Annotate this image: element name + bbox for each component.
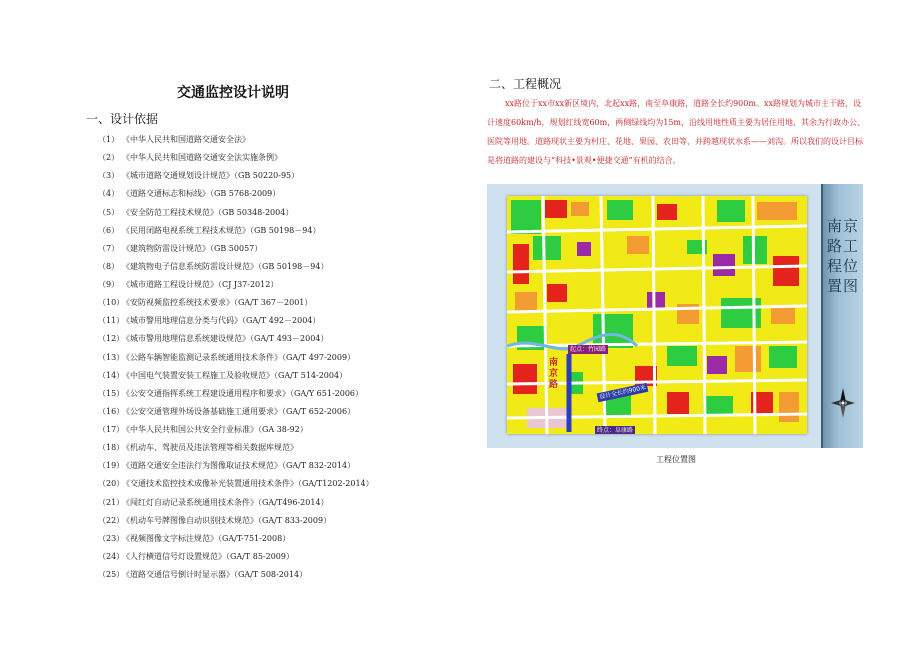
reference-number: （6） <box>98 225 120 235</box>
reference-item <box>98 457 468 475</box>
reference-number: （24） <box>98 551 125 561</box>
route-start-label: 起点：竹园路 <box>570 346 607 353</box>
route-length-label: 设计全长约900米 <box>597 383 649 403</box>
reference-number: （14） <box>98 370 125 380</box>
reference-item <box>98 185 468 203</box>
reference-text: 《中华人民共和国道路交通安全法实施条例》 <box>122 153 282 163</box>
reference-text: 《机动车、驾驶员及违法管理等相关数据库规范》 <box>122 443 298 453</box>
reference-item <box>98 312 468 330</box>
reference-text: 《城市警用地理信息系统建设规范》（GA/T 493－2004） <box>122 334 329 344</box>
reference-number: （2） <box>98 153 120 163</box>
reference-number: （15） <box>98 388 125 398</box>
reference-item <box>98 276 468 294</box>
reference-text: 《中华人民共和国公共安全行业标准》（GA 38-92） <box>122 425 308 434</box>
reference-text: 《建筑物防雷设计规范》（GB 50057） <box>122 243 263 253</box>
reference-text: 《建筑物电子信息系统防雷设计规范》（GB 50198－94） <box>122 261 329 271</box>
reference-text: 《民用闭路电视系统工程技术规范》（GB 50198－94） <box>122 225 321 235</box>
land-use-map <box>507 196 807 434</box>
page-title: 交通监控设计说明 <box>177 85 289 101</box>
reference-item <box>98 367 468 385</box>
reference-number: （21） <box>98 497 125 507</box>
location-map-figure <box>487 184 863 448</box>
reference-number: （19） <box>98 461 125 471</box>
reference-text: 《城市道路工程设计规范》（CJ J37-2012） <box>122 280 279 289</box>
reference-number: （7） <box>98 243 120 253</box>
reference-number: （11） <box>98 316 125 326</box>
reference-text: 《城市道路交通规划设计规范》（GB 50220-95） <box>122 171 300 181</box>
reference-item <box>98 421 468 439</box>
reference-text: 《中国电气装置安装工程施工及验收规范》（GA/T 514-2004） <box>122 370 348 380</box>
reference-number: （5） <box>98 207 120 217</box>
reference-number: （8） <box>98 261 120 271</box>
reference-number: （20） <box>98 479 125 489</box>
map-side-panel <box>821 184 863 448</box>
reference-list <box>98 131 468 584</box>
reference-item <box>98 439 468 457</box>
reference-number: （4） <box>98 189 120 199</box>
reference-number: （23） <box>98 533 125 543</box>
reference-text: 《中华人民共和国道路交通安全法》 <box>122 135 250 144</box>
reference-number: （9） <box>98 280 120 289</box>
reference-item <box>98 475 468 493</box>
reference-item <box>98 403 468 421</box>
reference-text: 《道路交通标志和标线》（GB 5768-2009） <box>122 189 281 199</box>
reference-item <box>98 385 468 403</box>
land-use-map-graphic <box>507 196 807 434</box>
reference-number: （1） <box>98 135 120 144</box>
reference-text: 《公安交通管理外场设备基础施工通用要求》（GA/T 652-2006） <box>122 406 356 416</box>
reference-text: 《公路车辆智能监测记录系统通用技术条件》（GA/T 497-2009） <box>122 352 356 362</box>
reference-number: （12） <box>98 334 125 344</box>
reference-number: （10） <box>98 298 125 308</box>
reference-number: （18） <box>98 443 125 453</box>
reference-text: 《机动车号牌图像自动识别技术规范》（GA/T 833-2009） <box>122 515 332 525</box>
reference-item <box>98 548 468 566</box>
reference-item <box>98 530 468 548</box>
reference-item <box>98 330 468 348</box>
reference-item <box>98 222 468 240</box>
reference-text: 《公安交通指挥系统工程建设通用程序和要求》（GA/Y 651-2006） <box>122 388 364 398</box>
reference-number: （25） <box>98 570 125 579</box>
section1-heading: 一、设计依据 <box>86 112 159 126</box>
reference-number: （13） <box>98 352 125 362</box>
reference-item <box>98 512 468 530</box>
reference-text: 《城市警用地理信息分类与代码》（GA/T 492－2004） <box>122 316 321 326</box>
reference-text: 《道路交通安全违法行为图像取证技术规范》（GA/T 832-2014） <box>122 461 356 471</box>
reference-item <box>98 349 468 367</box>
reference-item <box>98 566 468 584</box>
reference-text: 《闯红灯自动记录系统通用技术条件》（GA/T496-2014） <box>122 497 329 507</box>
reference-text: 《视频图像文字标注规范》（GA/T-751-2008） <box>122 533 291 543</box>
reference-number: （16） <box>98 406 125 416</box>
map-side-title: 南京路工程位置图 <box>826 217 859 295</box>
project-overview-paragraph: xx路位于xx市xx新区境内，北起xx路，南至阜康路，道路全长约900m。xx路规划为城市主干路，设计速度60km/h，规划红线宽60m，两侧绿线均为15m，沿线用地性质主要为居住用地，其余为行政办公、医院等用地。道路现状主要为村庄、花地、果园、农田等，并跨越现状水系——刘沟。所以我们的设计目标是将道路的建设与“科技•景观•便捷交通”有机的结合。 <box>487 99 865 165</box>
reference-text: 《人行横道信号灯设置规范》（GA/T 85-2009） <box>122 551 294 561</box>
reference-item <box>98 204 468 222</box>
route-end-label: 终点：阜康路 <box>597 427 634 434</box>
reference-text: 《安全防范工程技术规范》（GB 50348-2004） <box>122 207 294 217</box>
reference-text: 《交通技术监控技术成像补光装置通用技术条件》（GA/T1202-2014） <box>122 479 374 489</box>
reference-text: 《道路交通信号倒计时显示器》（GA/T 508-2014） <box>122 570 308 579</box>
reference-item <box>98 131 468 149</box>
reference-number: （17） <box>98 425 125 434</box>
reference-number: （22） <box>98 515 125 525</box>
reference-item <box>98 294 468 312</box>
reference-item <box>98 258 468 276</box>
map-caption: 工程位置图 <box>656 455 696 464</box>
reference-item <box>98 494 468 512</box>
reference-text: 《安防视频监控系统技术要求》（GA/T 367－2001） <box>122 298 313 308</box>
reference-item <box>98 167 468 185</box>
reference-item <box>98 149 468 167</box>
reference-number: （3） <box>98 171 120 181</box>
road-name-label: 南京路 <box>549 358 559 390</box>
compass-icon <box>831 388 855 418</box>
reference-item <box>98 240 468 258</box>
section2-heading: 二、工程概况 <box>489 77 562 91</box>
